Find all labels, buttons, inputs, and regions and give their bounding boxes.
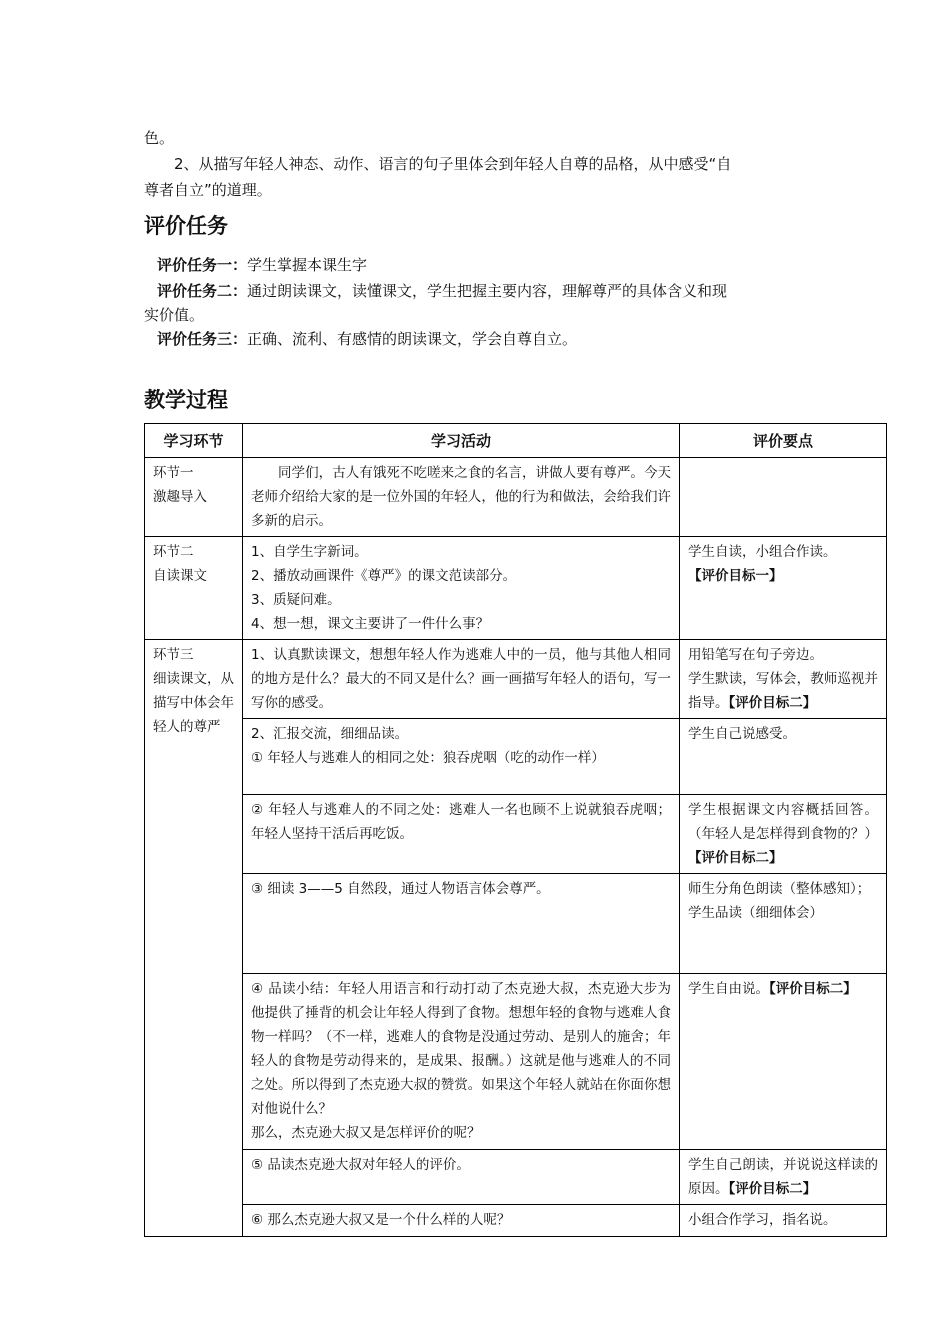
activity-text: ⑤ 品读杰克逊大叔对年轻人的评价。 bbox=[251, 1157, 470, 1173]
activity-text: 1、自学生字新词。 bbox=[251, 544, 368, 560]
activity-text: 2、播放动画课件《尊严》的课文范读部分。 bbox=[251, 568, 517, 584]
stage-number: 环节二 bbox=[153, 544, 194, 560]
activity-cell bbox=[243, 537, 680, 640]
eval-task-2-cont: 实价值。 bbox=[144, 306, 205, 324]
stage-number: 环节一 bbox=[153, 465, 194, 481]
teaching-process-table bbox=[144, 423, 887, 1237]
activity-cell bbox=[243, 640, 680, 719]
stage-title: 激趣导入 bbox=[153, 489, 207, 505]
activity-text: 1、认真默读课文，想想年轻人作为逃难人中的一员，他与其他人相同的地方是什么？最大的不同又是什么？画一画描写年轻人的语句，写一写你的感受。 bbox=[251, 647, 671, 711]
eval-tasks-heading: 评价任务 bbox=[144, 214, 228, 238]
eval-text: 学生自己朗读，并说说这样读的原因。 bbox=[688, 1157, 878, 1197]
eval-task-3 bbox=[157, 326, 577, 352]
stage-title: 自读课文 bbox=[153, 568, 207, 584]
activity-cell bbox=[243, 795, 680, 874]
eval-task-1 bbox=[157, 252, 367, 278]
eval-task-2 bbox=[157, 278, 727, 304]
stage-number: 环节三 bbox=[153, 647, 194, 663]
table-row bbox=[145, 874, 887, 974]
eval-cell bbox=[680, 458, 887, 537]
eval-cell bbox=[680, 537, 887, 640]
activity-cell bbox=[243, 719, 680, 795]
activity-text: 同学们，古人有饿死不吃嗟来之食的名言，讲做人要有尊严。今天老师介绍给大家的是一位外国的年轻人，他的行为和做法，会给我们许多新的启示。 bbox=[251, 465, 671, 529]
intro-line-1: 色。 bbox=[144, 129, 175, 147]
header-activity: 学习活动 bbox=[243, 424, 680, 458]
intro-line-3: 尊者自立”的道理。 bbox=[144, 181, 272, 199]
table-header-row bbox=[145, 424, 887, 458]
eval-text: 学生品读（细细体会） bbox=[688, 905, 823, 921]
intro-line-2: 2、从描写年轻人神态、动作、语言的句子里体会到年轻人自尊的品格，从中感受“自 bbox=[174, 155, 732, 173]
table-row bbox=[145, 719, 887, 795]
eval-cell bbox=[680, 640, 887, 719]
activity-text: ③ 细读 3——5 自然段，通过人物语言体会尊严。 bbox=[251, 881, 550, 897]
table-row bbox=[145, 537, 887, 640]
eval-target-tag: 【评价目标二】 bbox=[769, 981, 857, 997]
eval-text: 学生根据课文内容概括回答。（年轻人是怎样得到食物的？） bbox=[688, 802, 878, 842]
activity-cell bbox=[243, 458, 680, 537]
eval-cell bbox=[680, 1150, 887, 1205]
table-row bbox=[145, 795, 887, 874]
eval-text: 学生自读，小组合作读。 bbox=[688, 544, 837, 560]
header-eval: 评价要点 bbox=[680, 424, 887, 458]
eval-target-tag: 【评价目标一】 bbox=[688, 568, 783, 584]
eval-text: 学生自由说。 bbox=[688, 981, 769, 997]
activity-text: 2、汇报交流，细细品读。 bbox=[251, 726, 409, 742]
eval-cell: 学生自己说感受。 bbox=[680, 719, 887, 795]
eval-task-3-text: 正确、流利、有感情的朗读课文，学会自尊自立。 bbox=[247, 330, 578, 348]
eval-task-2-label: 评价任务二： bbox=[157, 282, 248, 300]
activity-text: 那么，杰克逊大叔又是怎样评价的呢？ bbox=[251, 1125, 481, 1141]
stage-title: 细读课文，从描写中体会年轻人的尊严 bbox=[153, 671, 234, 735]
activity-cell bbox=[243, 874, 680, 974]
eval-target-tag: 【评价目标二】 bbox=[728, 695, 817, 711]
stage-cell bbox=[145, 537, 243, 640]
activity-cell bbox=[243, 1205, 680, 1237]
eval-cell bbox=[680, 974, 887, 1150]
eval-target-tag: 【评价目标二】 bbox=[728, 1181, 817, 1197]
header-stage: 学习环节 bbox=[145, 424, 243, 458]
table-row bbox=[145, 1150, 887, 1205]
eval-text: 师生分角色朗读（整体感知）； bbox=[688, 881, 871, 897]
table-row bbox=[145, 640, 887, 719]
activity-text: ② 年轻人与逃难人的不同之处：逃难人一名也顾不上说就狼吞虎咽；年轻人坚持干活后再吃饭。 bbox=[251, 802, 671, 842]
activity-text: ④ 品读小结：年轻人用语言和行动打动了杰克逊大叔，杰克逊大步为他提供了捶背的机会让年轻人得到了食物。想想年轻的食物与逃难人食物一样吗？（不一样，逃难人的食物是没通过劳动、是别人的施舍；年轻人的食物是劳动得来的，是成果、报酬。）这就是他与逃难人的不同之处。所以得到了杰克逊大叔的赞赏。如果这个年轻人就站在你面你想对他说什么？ bbox=[251, 981, 671, 1117]
eval-text: 用铅笔写在句子旁边。 bbox=[688, 647, 823, 663]
eval-task-1-text: 学生掌握本课生字 bbox=[247, 256, 368, 274]
eval-text: 小组合作学习，指名说。 bbox=[688, 1212, 837, 1228]
table-row bbox=[145, 1205, 887, 1237]
stage-cell bbox=[145, 640, 243, 1237]
eval-cell bbox=[680, 1205, 887, 1237]
table-row bbox=[145, 458, 887, 537]
eval-target-tag: 【评价目标二】 bbox=[688, 850, 783, 866]
eval-task-2-text: 通过朗读课文，读懂课文，学生把握主要内容，理解尊严的具体含义和现 bbox=[247, 282, 728, 300]
activity-text: ① 年轻人与逃难人的相同之处：狼吞虎咽（吃的动作一样） bbox=[251, 750, 605, 766]
activity-text: 3、质疑问难。 bbox=[251, 592, 341, 608]
table-row bbox=[145, 974, 887, 1150]
stage-cell bbox=[145, 458, 243, 537]
activity-text: ⑥ 那么杰克逊大叔又是一个什么样的人呢？ bbox=[251, 1212, 511, 1228]
activity-text: 4、想一想，课文主要讲了一件什么事？ bbox=[251, 616, 490, 632]
eval-cell bbox=[680, 795, 887, 874]
eval-task-1-label: 评价任务一： bbox=[157, 256, 248, 274]
eval-task-3-label: 评价任务三： bbox=[157, 330, 248, 348]
activity-cell bbox=[243, 1150, 680, 1205]
eval-cell bbox=[680, 874, 887, 974]
eval-text: 学生默读，写体会，教师巡视并指导。 bbox=[688, 671, 878, 711]
process-heading: 教学过程 bbox=[144, 388, 228, 412]
activity-cell bbox=[243, 974, 680, 1150]
